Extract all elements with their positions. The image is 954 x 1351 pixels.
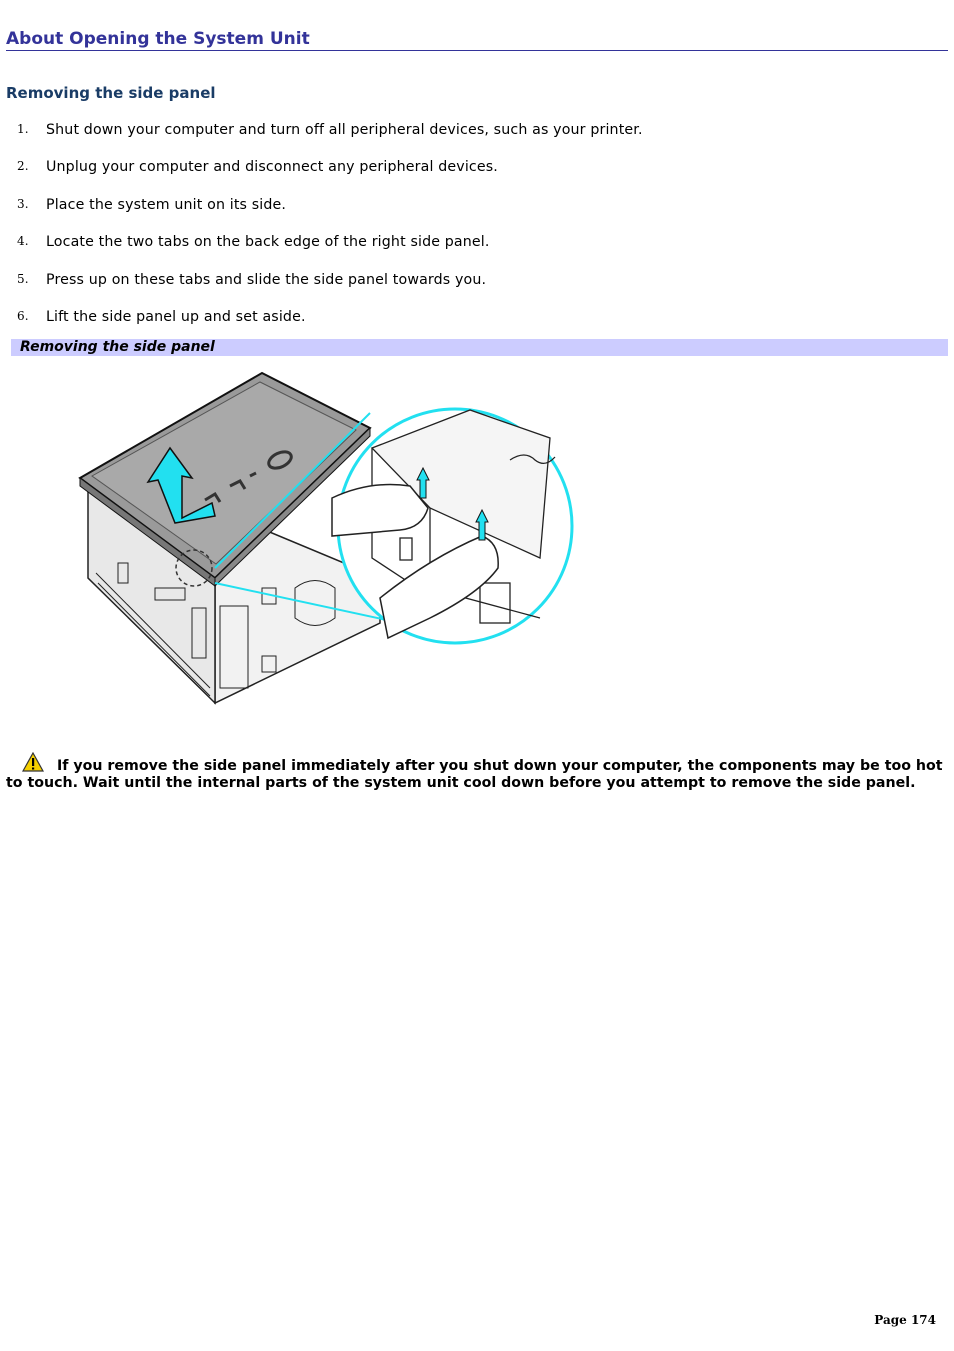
section-title: Removing the side panel <box>6 84 216 102</box>
warning-triangle-icon <box>22 752 44 772</box>
warning-note <box>6 752 946 792</box>
warning-text: If you remove the side panel immediately after you shut down your computer, the components may be too hot to touch. Wait until the internal parts of the system unit cool down before you attempt to remove the side panel. <box>6 758 943 791</box>
page-number: Page 174 <box>874 1313 936 1327</box>
step-number: 2. <box>17 159 29 174</box>
step-text: Shut down your computer and turn off all peripheral devices, such as your printer. <box>46 122 643 138</box>
step-text: Lift the side panel up and set aside. <box>46 308 306 325</box>
step-text: Locate the two tabs on the back edge of the right side panel. <box>46 234 490 251</box>
page-title: About Opening the System Unit <box>6 29 948 51</box>
step-item <box>0 120 940 157</box>
step-item <box>0 195 940 232</box>
side-panel-illustration <box>70 368 580 713</box>
step-text: Place the system unit on its side. <box>46 196 287 213</box>
step-item <box>0 157 940 194</box>
steps-list <box>0 120 940 344</box>
step-item <box>0 232 940 269</box>
figure-caption: Removing the side panel <box>11 339 948 356</box>
step-number: 5. <box>17 271 29 286</box>
step-number: 1. <box>17 122 29 136</box>
step-text: Press up on these tabs and slide the side panel towards you. <box>46 271 487 288</box>
computer-illustration <box>70 368 580 713</box>
step-number: 6. <box>17 308 29 323</box>
step-number: 3. <box>17 196 29 211</box>
step-text: Unplug your computer and disconnect any peripheral devices. <box>46 159 498 176</box>
step-number: 4. <box>17 234 29 249</box>
step-item <box>0 270 940 307</box>
